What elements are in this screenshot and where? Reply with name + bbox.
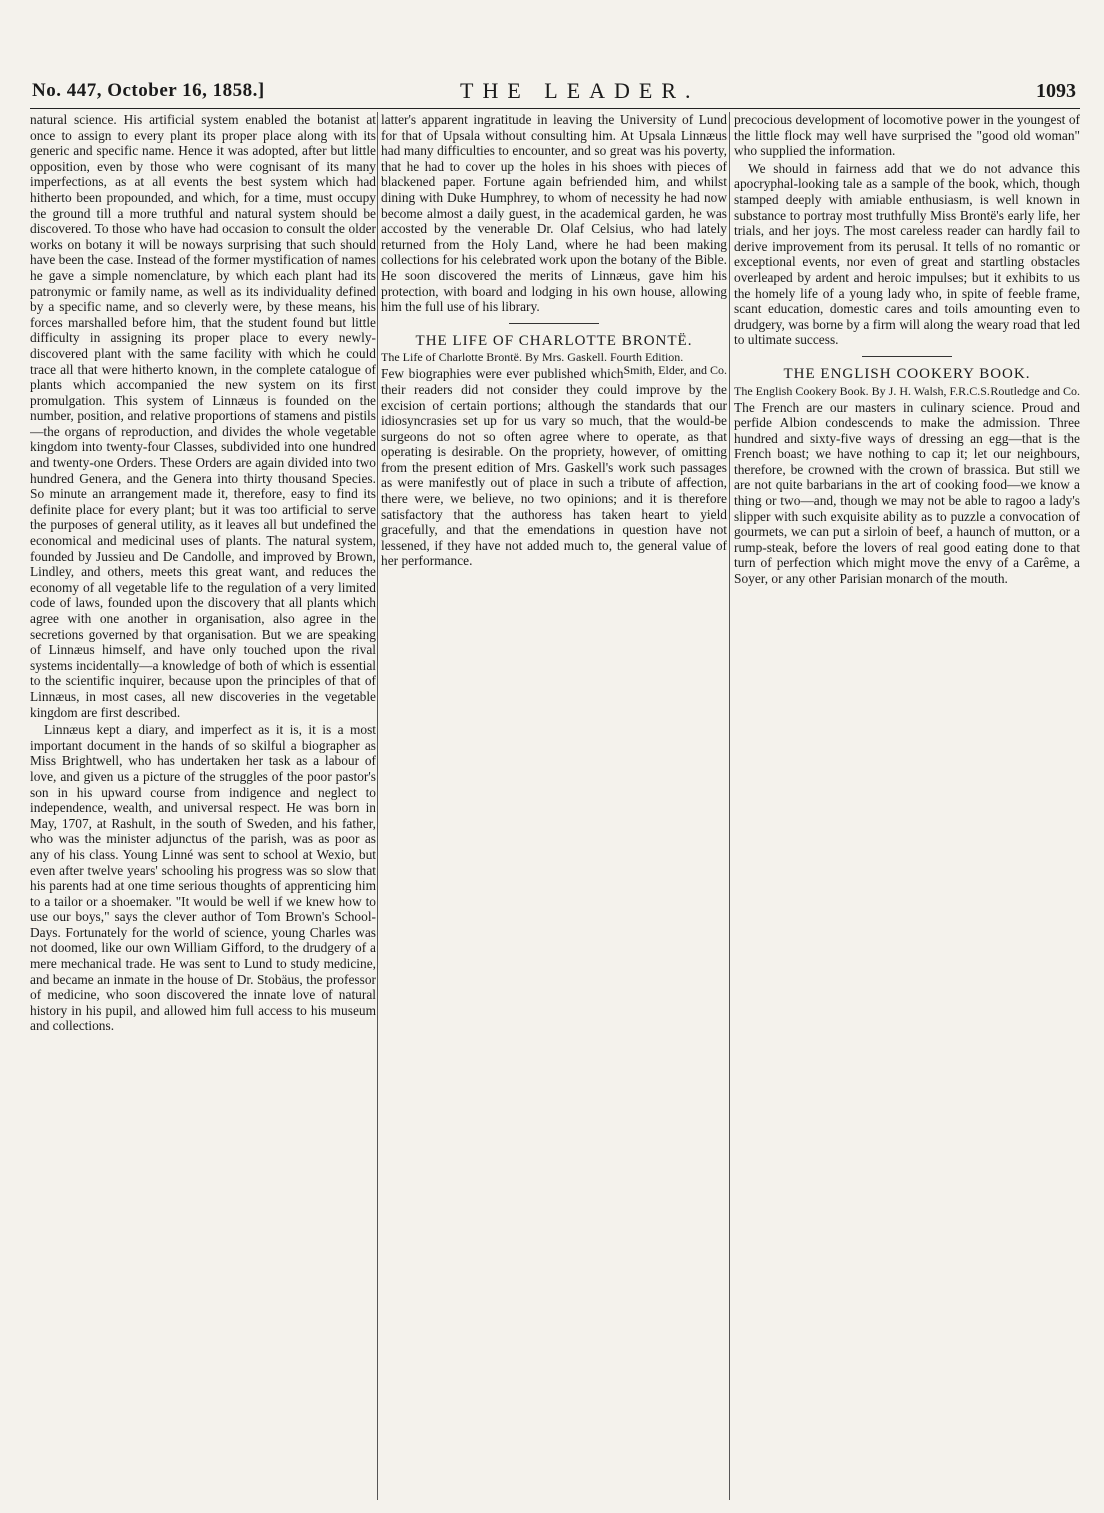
paragraph: Linnæus kept a diary, and imperfect as it is, it is a most important document in the hands of so skilful a biographer as Miss Brightwell, who has undertaken her task as a labour of love, and given us a picture of the struggles of the poor pastor's son in his upward course from indigence and neglect to independence, wealth, and universal respect. He was born in May, 1707, at Rashult, in the south of Sweden, and his father, who was the minister adjunctus of the parish, was as poor as any of his class. Young Linné was sent to school at Wexio, but even after twelve years' schooling his progress was so slow that his parents had at one time serious thoughts of apprenticing him to a tailor or a shoemaker. "It would be well if we knew how to use our boys," says the clever author of Tom Brown's School-Days. Fortunately for the world of science, young Charles was not doomed, like our own William Gifford, to the drudgery of a mere mechanical trade. He was sent to Lund to study medicine, and became an inmate in the house of Dr. Stobäus, the professor of medicine, who soon discovered the innate love of natural history in his pupil, and allowed him full access to his museum and collections.	[30, 722, 376, 1034]
paragraph: natural science. His artificial system enabled the botanist at once to assign to every plant its proper place along with its generic and specific name. Hence it was adopted, after but little opposition, even by those who were cognisant of its many imperfections, as at all events the best system which had hitherto been propounded, and which, for a time, must occupy the ground till a more truthful and natural system should be discovered. To those who have had occasion to consult the older works on botany it will be noways surprising that such should have been the case. Instead of the former mystification of names he gave a simple nomenclature, by which each plant had its patronymic or family name, as well as its individuality defined by a specific name, and so cleverly were, by these means, his forces marshalled before him, that the student found but little difficulty in assigning its proper place to every newly-discovered plant with the same facility with which he could trace all that were hitherto known, in the complete catalogue of plants which accompanied the new system on its first promulgation. This system of Linnæus is founded on the number, position, and relative proportions of stamens and pistils—the organs of reproduction, and divides the whole vegetable kingdom into twenty-four Classes, subdivided into one hundred and twenty-one Orders. These Orders are again divided into two hundred Genera, and the Genera into thirty thousand Species. So minute an arrangement made it, therefore, easy to find its definite place for every plant; but it was too artificial to serve the purposes of general utility, as it leaves all but undefined the economical and medicinal uses of plants. The natural system, founded by Jussieu and De Candolle, and improved by Brown, Lindley, and others, meets this great want, and reduces the economy of all vegetable life to the regulation of a very limited code of laws, founded upon the discovery that all plants which agree with one another in organisation, also agree in the secretions governed by that organisation. But we are speaking of Linnæus himself, and have only touched upon the rival systems incidentally—a knowledge of both of which is essential to the scientific inquirer, because upon the principles of that of Linnæus, in most cases, all new discoveries in the vegetable kingdom are first described.	[30, 112, 376, 720]
book-byline	[734, 385, 1080, 398]
column-3	[734, 112, 1080, 1500]
column-2	[381, 112, 727, 1500]
newspaper-title: THE LEADER.	[460, 78, 700, 103]
section-divider	[509, 323, 599, 324]
byline-publisher: Smith, Elder, and Co.	[623, 363, 727, 378]
section-title: THE ENGLISH COOKERY BOOK.	[783, 365, 1031, 382]
byline-title: The English Cookery Book. By J. H. Walsh, F.R.C.S.	[734, 383, 990, 398]
masthead	[30, 78, 1080, 109]
book-byline	[381, 350, 727, 378]
section-divider	[862, 356, 952, 357]
page-number: 1093	[1036, 80, 1076, 102]
issue-date: No. 447, October 16, 1858.]	[32, 80, 265, 101]
column-divider	[377, 112, 378, 1500]
paragraph: precocious development of locomotive power in the youngest of the little flock may well have surprised the "good old woman" who supplied the information.	[734, 112, 1080, 159]
paragraph: Few biographies were ever published which their readers did not consider they could improve by the excision of certain portions; although the standards that our idiosyncrasies set up for us vary so much, that the would-be surgeons do not so often agree where to operate, as that operating is desirable. On the propriety, however, of omitting from the present edition of Mrs. Gaskell's work such passages as were manifestly out of place in such a tribute of affection, there were, we believe, no two opinions; and it is therefore satisfactory that the authoress has taken heart to yield gracefully, and that the emendations in question have not lessened, if they have not added much to, the general value of her performance.	[381, 366, 727, 569]
column-divider	[729, 112, 730, 1500]
paragraph: We should in fairness add that we do not advance this apocryphal-looking tale as a sample of the book, which, though stamped deeply with amiable enthusiasm, is well known in substance to portray most truthfully Miss Brontë's early life, her trials, and her joys. The most careless reader can hardly fail to derive improvement from its perusal. It tells of no romantic or exceptional events, nor even of great and startling obstacles overleaped by ardent and heroic impulses; but it exhibits to us the homely life of a young lady who, in spite of feeble frame, scant education, domestic cares and toils amounting even to drudgery, was borne by a firm will along the weary road that led to ultimate success.	[734, 160, 1080, 348]
paragraph: The French are our masters in culinary science. Proud and perfide Albion condescends to make the admission. Three hundred and sixty-five ways of dressing an egg—that is the French boast; we have nothing to cap it; let our neighbours, therefore, be crowned with the crown of brassica. But still we are not quite barbarians in the art of cooking food—we know a thing or two—and, though we may not be able to ragoo a lady's slipper with such exquisite ability as to puzzle a convocation of gourmets, we can put a sirloin of beef, a haunch of mutton, or a rump-steak, before the lovers of real good eating done to that turn of perfection which might move the envy of a Carême, a Soyer, or any other Parisian monarch of the mouth.	[734, 399, 1080, 587]
paragraph: latter's apparent ingratitude in leaving the University of Lund for that of Upsala without consulting him. At Upsala Linnæus had many difficulties to encounter, and so great was his poverty, that he had to cover up the holes in his shoes with pieces of blackened paper. Fortune again befriended him, and whilst dining with Duke Humphrey, to whom of necessity he had now become almost a daily guest, in the academical garden, he was accosted by the venerable Dr. Olaf Celsius, who had lately returned from the Holy Land, where he had been making collections for his celebrated work upon the botany of the Bible. He soon discovered the merits of Linnæus, gave him his protection, with board and lodging in his own house, allowing him the full use of his library.	[381, 112, 727, 315]
byline-publisher: Routledge and Co.	[990, 383, 1080, 398]
section-title: THE LIFE OF CHARLOTTE BRONTË.	[415, 332, 693, 349]
column-1	[30, 112, 376, 1500]
byline-title: The Life of Charlotte Brontë. By Mrs. Gaskell. Fourth Edition.	[381, 350, 684, 365]
